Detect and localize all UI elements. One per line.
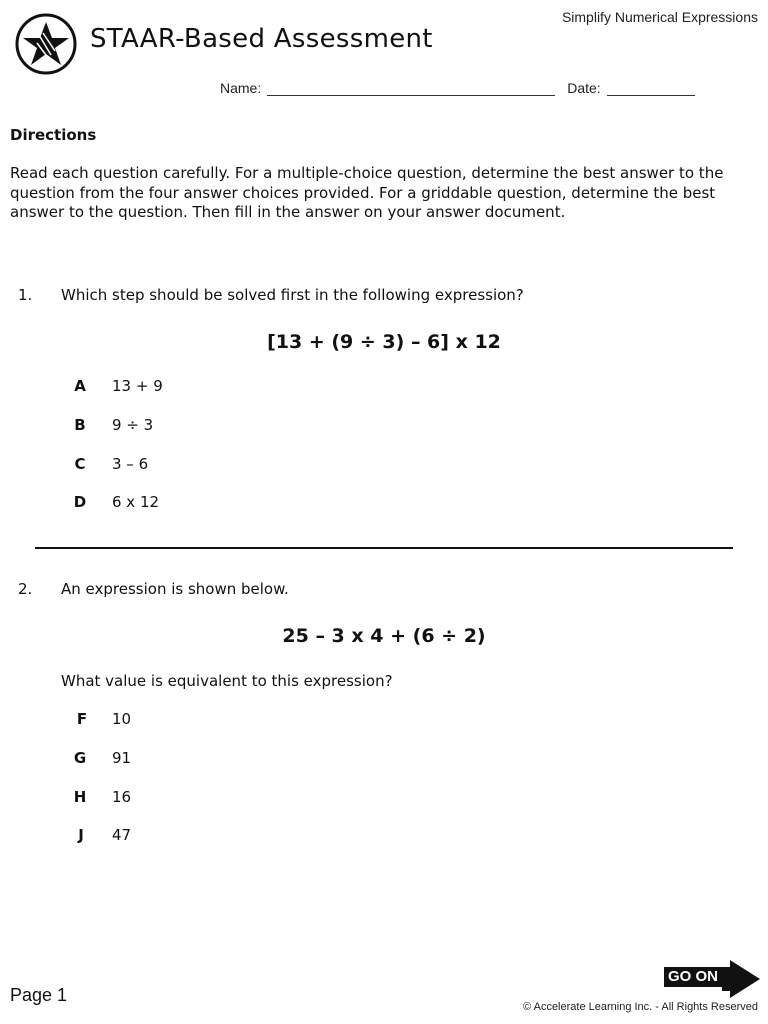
question-2-choice-h-letter[interactable]: H <box>73 788 87 806</box>
question-1-choice-b-letter[interactable]: B <box>74 416 86 434</box>
name-date-row <box>220 80 695 96</box>
date-field[interactable] <box>607 81 695 96</box>
question-1-choice-b-value: 9 ÷ 3 <box>112 416 154 434</box>
question-1-choice-a-value: 13 + 9 <box>112 377 163 395</box>
star-logo-icon <box>15 13 77 75</box>
question-2-choice-h-value: 16 <box>112 788 132 806</box>
question-1-choice-c-value: 3 – 6 <box>112 455 149 473</box>
question-2-number: 2. <box>18 580 33 598</box>
question-2-choice-f-letter[interactable]: F <box>76 710 88 728</box>
question-1-expression: [13 + (9 ÷ 3) – 6] x 12 <box>267 331 501 353</box>
name-field[interactable] <box>267 81 555 96</box>
copyright-notice: © Accelerate Learning Inc. - All Rights Reserved <box>523 1001 758 1013</box>
name-label: Name: <box>220 80 262 96</box>
question-2-choice-j-letter[interactable]: J <box>78 826 84 844</box>
right-arrow-icon <box>722 960 760 998</box>
question-1-prompt: Which step should be solved first in the following expression? <box>61 286 524 304</box>
date-label: Date: <box>567 80 601 96</box>
assessment-title: STAAR-Based Assessment <box>90 24 433 54</box>
page-number: Page 1 <box>10 985 68 1005</box>
question-1-choice-d-letter[interactable]: D <box>73 493 87 511</box>
question-2-choice-g-letter[interactable]: G <box>73 749 87 767</box>
question-1-choice-d-value: 6 x 12 <box>112 493 160 511</box>
go-on-label: GO ON <box>664 967 722 987</box>
question-2-prompt: An expression is shown below. <box>61 580 289 598</box>
subject-title: Simplify Numerical Expressions <box>561 9 758 25</box>
question-2-choice-j-value: 47 <box>112 826 132 844</box>
question-divider <box>35 547 733 549</box>
directions-text: Read each question carefully. For a multiple-choice question, determine the best answer to the question from the four answer choices provided. For a griddable question, determine the best answer to the question. Then fill in the answer on your answer document. <box>10 164 724 221</box>
question-1-number: 1. <box>18 286 33 304</box>
question-2-followup: What value is equivalent to this expression? <box>61 672 393 690</box>
directions-heading: Directions <box>10 126 97 144</box>
question-1-choice-c-letter[interactable]: C <box>74 455 86 473</box>
go-on-indicator <box>664 960 760 998</box>
question-2-choice-g-value: 91 <box>112 749 132 767</box>
question-2-expression: 25 – 3 x 4 + (6 ÷ 2) <box>282 625 486 647</box>
question-2-choice-f-value: 10 <box>112 710 132 728</box>
question-1-choice-a-letter[interactable]: A <box>74 377 86 395</box>
